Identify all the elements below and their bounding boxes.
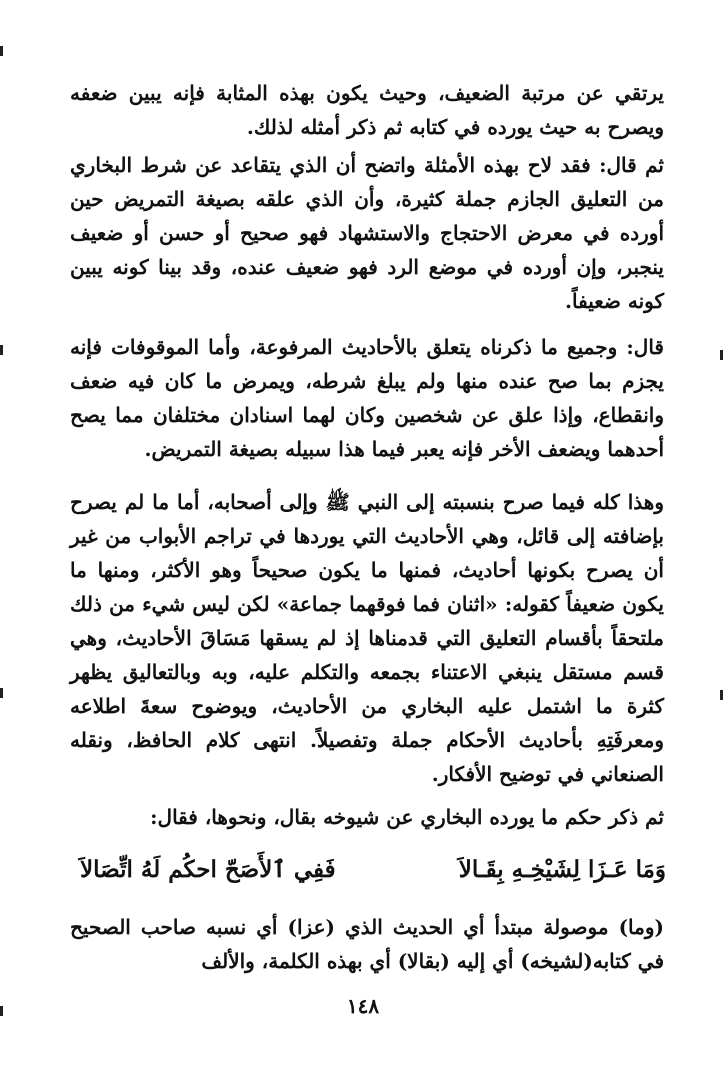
scan-edge-mark [0,688,3,698]
paragraph-3: قال: وجميع ما ذكرناه يتعلق بالأحاديث المرفوعة، وأما الموقوفات فإنه يجزم بما صح عنده منها ولم يبلغ شرطه، ويمرض ما كان فيه ضعف وانقطاع، وإذا علق عن شخصين وكان لهما اسنادان مختلفان مما يصح أحدهما ويضعف الأخر فإنه يعبر فيما هذا سبيله بصيغة التمريض. [70,335,664,461]
verse-second-hemistich: فَفِي ٱلأَصَحّ احكُم لَهُ اتِّصَالاَ [80,856,336,883]
paragraph-5: ثم ذكر حكم ما يورده البخاري عن شيوخه بقال، ونحوها، فقال: [150,805,664,829]
poem-verse [80,850,666,890]
paragraph-2: ثم قال: فقد لاح بهذه الأمثلة واتضح أن الذي يتقاعد عن شرط البخاري من التعليق الجازم جملة كثيرة، وأن الذي علقه بصيغة التمريض حين أورده في معرض الاحتجاج والاستشهاد فهو صحيح أو حسن أو ضعيف ينجبر، وإن أورده في موضع الرد فهو ضعيف عنده، وقد بينا كونه يبين كونه ضعيفاً. [70,153,664,313]
scan-edge-mark [0,1006,3,1016]
scan-edge-mark [720,350,723,360]
page-number: ١٤٨ [346,994,380,1018]
verse-first-hemistich: وَمَا عَـزَا لِشَيْخِـهِ بِقَـالاَ [458,856,666,883]
scan-edge-mark [720,690,723,700]
paragraph-1: يرتقي عن مرتبة الضعيف، وحيث يكون بهذه المثابة فإنه يبين ضعفه ويصرح به حيث يورده في كتابه ثم ذكر أمثله لذلك. [70,81,664,139]
scan-edge-mark [0,345,3,355]
scan-edge-mark [0,46,3,56]
paragraph-6: (وما) موصولة مبتدأ أي الحديث الذي (عزا) أي نسبه صاحب الصحيح في كتابه(لشيخه) أي إليه (بقالا) أي بهذه الكلمة، والألف [70,915,664,973]
paragraph-4: وهذا كله فيما صرح بنسبته إلى النبي ﷺ وإلى أصحابه، أما ما لم يصرح بإضافته إلى قائل، وهي الأحاديث التي يوردها في تراجم الأبواب من غير أن يصرح بكونها أحاديث، فمنها ما يكون صحيحاً وهو الأكثر، ومنها ما يكون ضعيفاً كقوله: «اثنان فما فوقهما جماعة» لكن ليس شيء من ذلك ملتحقاً بأقسام التعليق التي قدمناها إذ لم يسقها مَسَاقَ الأحاديث، وهي قسم مستقل ينبغي الاعتناء بجمعه والتكلم عليه، وبه وبالتعاليق يظهر كثرة ما اشتمل عليه البخاري من الأحاديث، ويوضوح سعةَ اطلاعه ومعرفَتِهِ بأحاديث الأحكام جملة وتفصيلاً. انتهى كلام الحافظ، ونقله الصنعاني في توضيح الأفكار. [70,490,664,786]
